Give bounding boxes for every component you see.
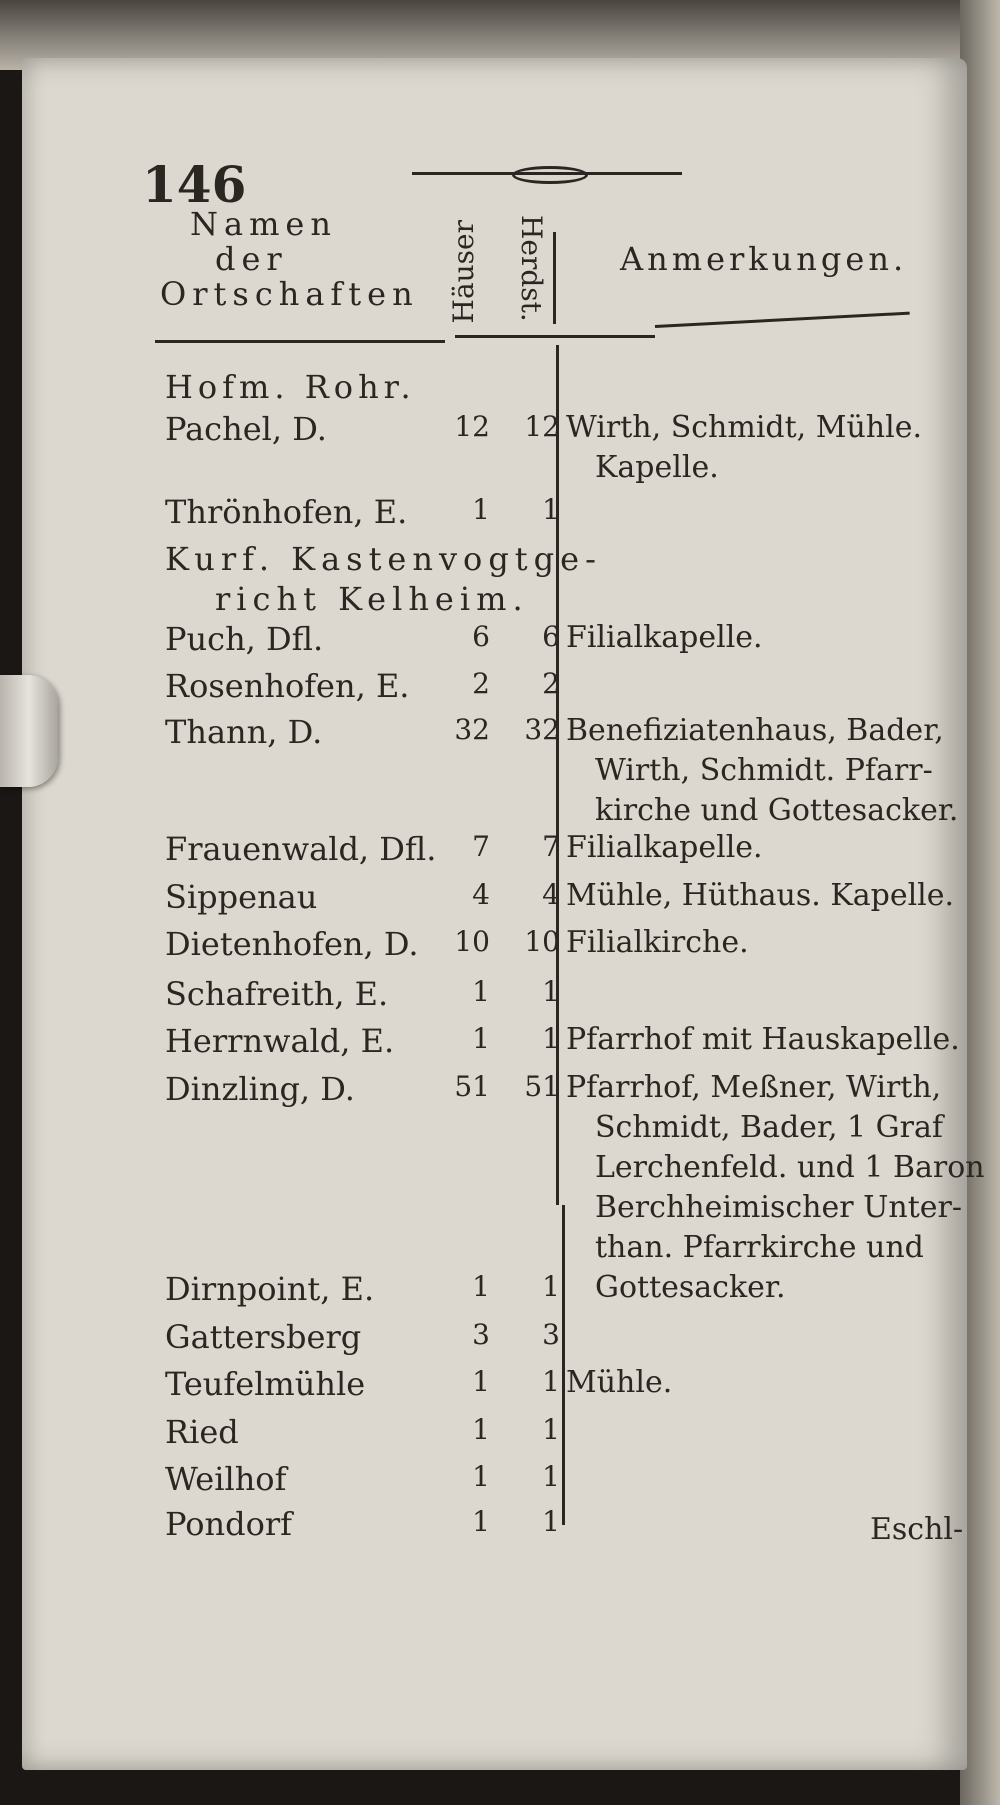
header-ornament bbox=[412, 172, 682, 183]
header-hearths: Herdst. bbox=[515, 215, 548, 322]
place-name: Rosenhofen, E. bbox=[165, 667, 410, 705]
houses-count: 1 bbox=[472, 1270, 490, 1303]
hearths-count: 1 bbox=[542, 975, 560, 1008]
book-page bbox=[22, 58, 967, 1770]
place-name: Kurf. Kastenvogtge- bbox=[165, 540, 602, 578]
place-name: Weilhof bbox=[165, 1460, 287, 1498]
hearths-count: 6 bbox=[542, 620, 560, 653]
header-names-line3: Ortschaften bbox=[160, 275, 419, 313]
place-name: Dinzling, D. bbox=[165, 1070, 355, 1108]
houses-count: 10 bbox=[454, 925, 490, 958]
remark-line: Mühle. bbox=[566, 1365, 673, 1400]
place-name: Thrönhofen, E. bbox=[165, 493, 408, 531]
hearths-count: 1 bbox=[542, 493, 560, 526]
remark-line: Wirth, Schmidt. Pfarr- bbox=[595, 753, 933, 788]
houses-count: 1 bbox=[472, 1365, 490, 1398]
column-divider-lower bbox=[562, 1205, 565, 1525]
hearths-count: 7 bbox=[542, 830, 560, 863]
houses-count: 4 bbox=[472, 878, 490, 911]
remark-line: Pfarrhof, Meßner, Wirth, bbox=[566, 1070, 942, 1105]
hearths-count: 1 bbox=[542, 1022, 560, 1055]
place-name: Frauenwald, Dfl. bbox=[165, 830, 437, 868]
remark-line: Kapelle. bbox=[595, 450, 719, 485]
hearths-count: 4 bbox=[542, 878, 560, 911]
hearths-count: 12 bbox=[524, 410, 560, 443]
remark-line: than. Pfarrkirche und bbox=[595, 1230, 924, 1265]
remark-line: Mühle, Hüthaus. Kapelle. bbox=[566, 878, 955, 913]
place-name: Teufelmühle bbox=[165, 1365, 366, 1403]
remark-line: Filialkapelle. bbox=[566, 830, 763, 865]
header-notes: Anmerkungen. bbox=[620, 240, 908, 278]
place-name: Herrnwald, E. bbox=[165, 1022, 395, 1060]
hearths-count: 1 bbox=[542, 1460, 560, 1493]
place-name: Schafreith, E. bbox=[165, 975, 389, 1013]
remark-line: Berchheimischer Unter- bbox=[595, 1190, 963, 1225]
houses-count: 1 bbox=[472, 1022, 490, 1055]
hearths-count: 1 bbox=[542, 1505, 560, 1538]
houses-count: 1 bbox=[472, 1413, 490, 1446]
houses-count: 1 bbox=[472, 493, 490, 526]
header-rule-numbers bbox=[455, 335, 655, 338]
houses-count: 1 bbox=[472, 975, 490, 1008]
hearths-count: 1 bbox=[542, 1270, 560, 1303]
remark-line: Gottesacker. bbox=[595, 1270, 786, 1305]
page-clip bbox=[0, 675, 58, 787]
place-name: Hofm. Rohr. bbox=[165, 368, 416, 406]
houses-count: 1 bbox=[472, 1460, 490, 1493]
catchword: Eschl- bbox=[870, 1512, 964, 1547]
remark-line: Pfarrhof mit Hauskapelle. bbox=[566, 1022, 960, 1057]
header-houses: Häuser bbox=[447, 220, 480, 324]
hearths-count: 2 bbox=[542, 667, 560, 700]
remark-line: Filialkapelle. bbox=[566, 620, 763, 655]
place-name: Puch, Dfl. bbox=[165, 620, 324, 658]
place-name: Gattersberg bbox=[165, 1318, 362, 1356]
place-name: Thann, D. bbox=[165, 713, 323, 751]
header-names-line2: der bbox=[215, 240, 288, 278]
remark-line: Wirth, Schmidt, Mühle. bbox=[566, 410, 922, 445]
header-column-divider bbox=[553, 232, 556, 324]
hearths-count: 51 bbox=[524, 1070, 560, 1103]
remark-line: Lerchenfeld. und 1 Baron bbox=[595, 1150, 985, 1185]
hearths-count: 1 bbox=[542, 1413, 560, 1446]
hearths-count: 10 bbox=[524, 925, 560, 958]
houses-count: 51 bbox=[454, 1070, 490, 1103]
houses-count: 12 bbox=[454, 410, 490, 443]
place-name: Dirnpoint, E. bbox=[165, 1270, 375, 1308]
place-name: Dietenhofen, D. bbox=[165, 925, 419, 963]
place-name: Sippenau bbox=[165, 878, 318, 916]
houses-count: 3 bbox=[472, 1318, 490, 1351]
place-name: Ried bbox=[165, 1413, 239, 1451]
header-rule-names bbox=[155, 340, 445, 343]
place-name: Pachel, D. bbox=[165, 410, 327, 448]
houses-count: 32 bbox=[454, 713, 490, 746]
remark-line: Benefiziatenhaus, Bader, bbox=[566, 713, 944, 748]
header-names-line1: Namen bbox=[190, 205, 337, 243]
remark-line: kirche und Gottesacker. bbox=[595, 793, 959, 828]
place-name-continued: richt Kelheim. bbox=[215, 580, 529, 618]
houses-count: 6 bbox=[472, 620, 490, 653]
hearths-count: 32 bbox=[524, 713, 560, 746]
hearths-count: 3 bbox=[542, 1318, 560, 1351]
page-number: 146 bbox=[142, 155, 247, 214]
remark-line: Schmidt, Bader, 1 Graf bbox=[595, 1110, 943, 1145]
houses-count: 1 bbox=[472, 1505, 490, 1538]
remark-line: Filialkirche. bbox=[566, 925, 749, 960]
houses-count: 7 bbox=[472, 830, 490, 863]
place-name: Pondorf bbox=[165, 1505, 292, 1543]
houses-count: 2 bbox=[472, 667, 490, 700]
hearths-count: 1 bbox=[542, 1365, 560, 1398]
